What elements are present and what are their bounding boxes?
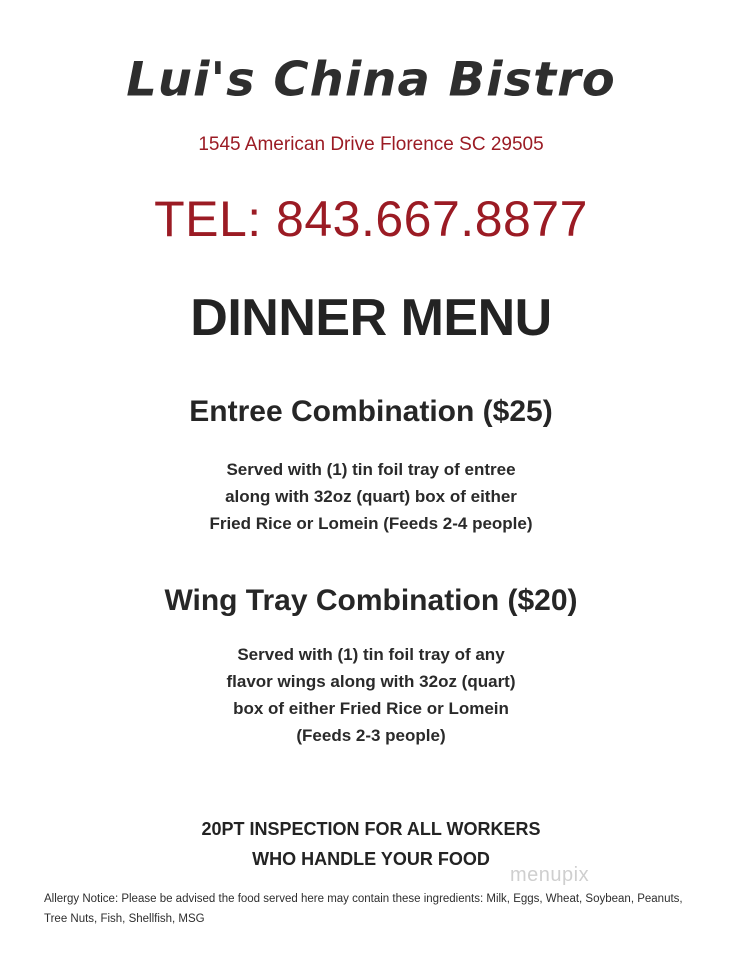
entree-combination-title: Entree Combination ($25) — [189, 395, 553, 428]
entree-desc-line-1: Served with (1) tin foil tray of entree — [226, 460, 516, 479]
restaurant-name: Lui's China Bistro — [126, 52, 616, 108]
wing-desc-line-1: Served with (1) tin foil tray of any — [237, 645, 505, 664]
inspection-notice — [0, 814, 742, 874]
wing-desc-line-2: flavor wings along with 32oz (quart) — [226, 672, 516, 691]
entree-desc-line-3: Fried Rice or Lomein (Feeds 2-4 people) — [209, 514, 533, 533]
menupix-watermark: menupix — [510, 864, 590, 886]
wing-desc-line-3: box of either Fried Rice or Lomein — [233, 699, 509, 718]
restaurant-address: 1545 American Drive Florence SC 29505 — [198, 134, 544, 155]
wing-desc-line-4: (Feeds 2-3 people) — [296, 726, 446, 745]
menu-title: DINNER MENU — [190, 289, 552, 347]
phone-number: TEL: 843.667.8877 — [154, 191, 588, 247]
inspection-line-2: WHO HANDLE YOUR FOOD — [252, 849, 490, 869]
entree-desc-line-2: along with 32oz (quart) box of either — [225, 487, 517, 506]
wing-tray-combination-description — [0, 641, 742, 749]
allergy-notice: Allergy Notice: Please be advised the food served here may contain these ingredients: Milk, Eggs, Wheat, Soybean, Peanuts, Tree Nuts, Fish, Shellfish, MSG — [44, 893, 683, 925]
entree-combination-description — [0, 456, 742, 537]
wing-tray-combination-title: Wing Tray Combination ($20) — [164, 584, 578, 617]
inspection-line-1: 20PT INSPECTION FOR ALL WORKERS — [201, 819, 541, 839]
